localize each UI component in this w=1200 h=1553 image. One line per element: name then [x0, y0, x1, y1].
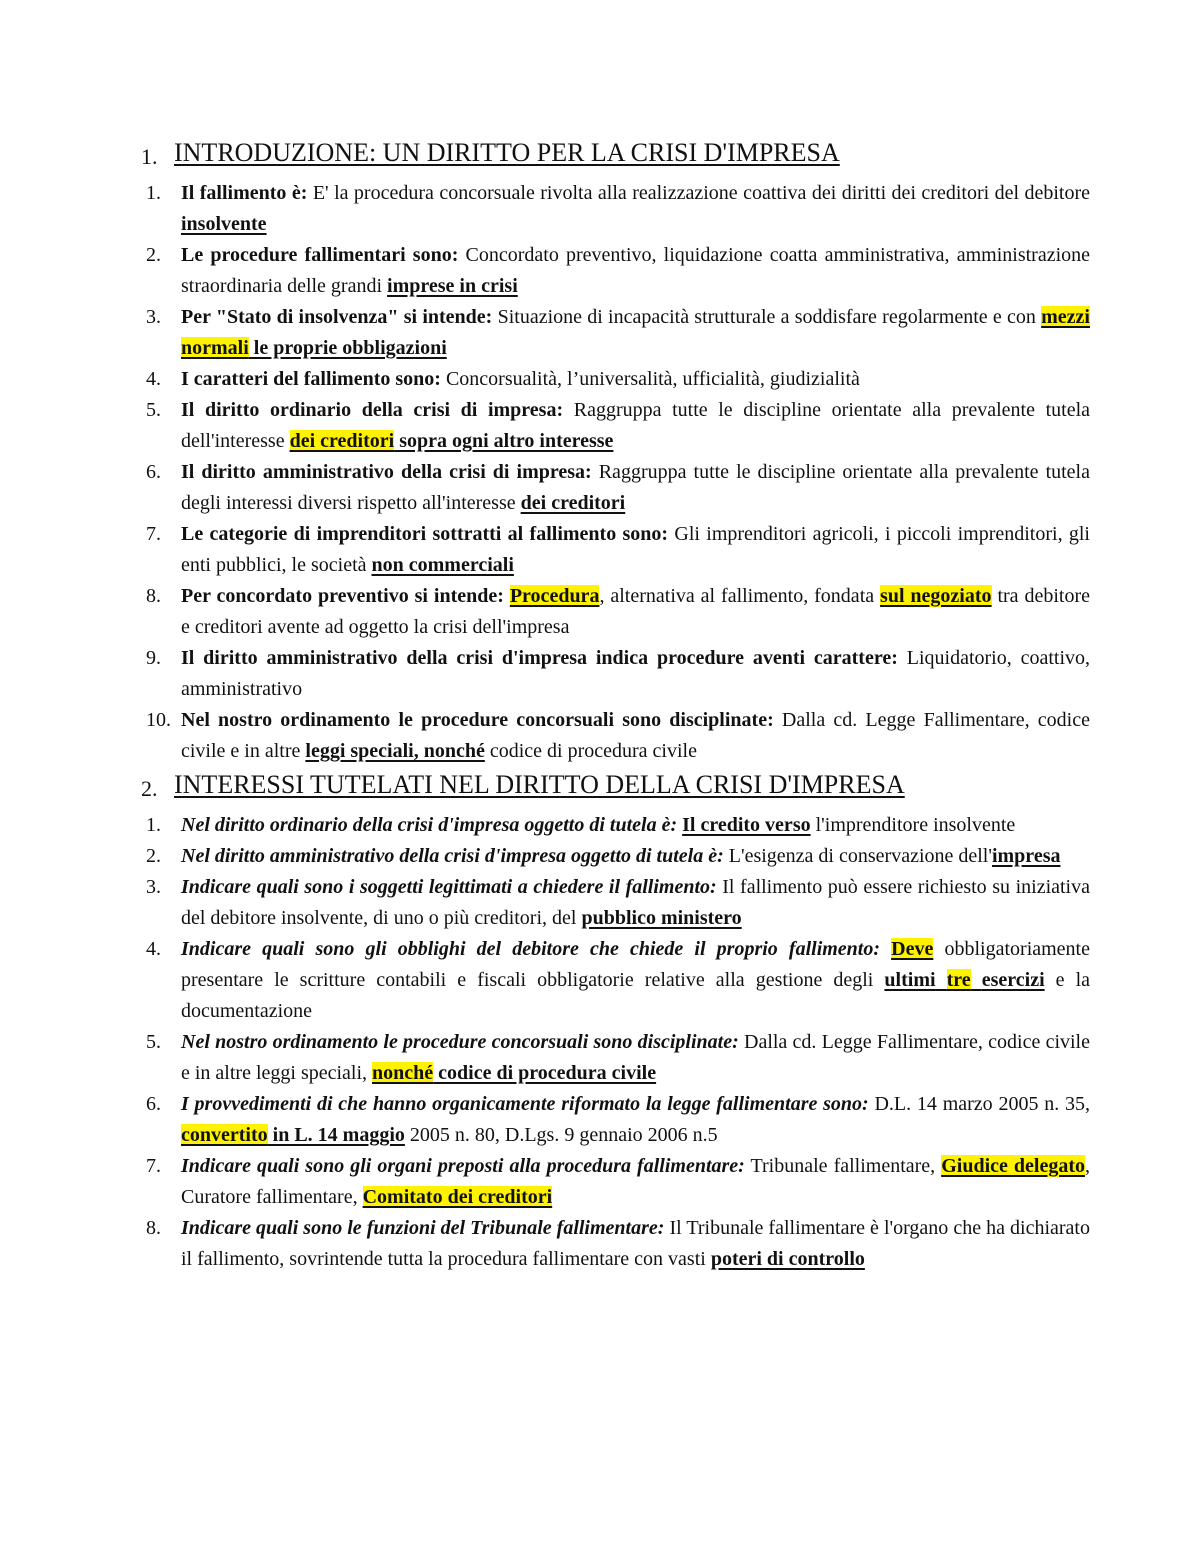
list-item	[0, 395, 1200, 457]
highlighted-keyword: convertito	[181, 1124, 268, 1146]
answer: Concordato preventivo, liquidazione coatta amministrativa, amministrazione straordinaria delle grandi	[181, 244, 1091, 297]
answer: tra debitore e creditori avente ad oggetto la crisi dell'impresa	[181, 585, 1090, 638]
answer: obbligatoriamente presentare le scritture contabili e fiscali obbligatorie relative alla gestione degli	[181, 938, 1090, 991]
answer: Il fallimento può essere richiesto su iniziativa del debitore insolvente, di uno o più creditori, del	[181, 876, 1090, 929]
item-text	[181, 872, 1090, 934]
answer: Liquidatorio, coattivo, amministrativo	[181, 647, 1090, 700]
section-heading	[0, 770, 1200, 810]
question: Il diritto amministrativo della crisi d'impresa indica procedure aventi carattere:	[181, 647, 898, 669]
keyword: insolvente	[181, 213, 267, 235]
list-item	[0, 1151, 1200, 1213]
keyword: sopra ogni altro interesse	[394, 430, 614, 452]
item-number: 6.	[146, 1093, 161, 1115]
question: Il diritto ordinario della crisi di impresa:	[181, 399, 564, 421]
item-number: 8.	[146, 585, 161, 607]
question: I caratteri del fallimento sono:	[181, 368, 441, 390]
item-text	[181, 364, 1090, 395]
item-text	[181, 519, 1090, 581]
item-text	[181, 841, 1090, 872]
answer: Raggruppa tutte le discipline orientate alla prevalente tutela degli interessi diversi rispetto all'interesse	[181, 461, 1090, 514]
question: Indicare quali sono gli organi preposti alla procedura fallimentare:	[181, 1155, 745, 1177]
answer: Concorsualità, l’universalità, ufficialità, giudizialità	[440, 368, 860, 390]
answer: e la documentazione	[181, 969, 1091, 1022]
list-item	[0, 178, 1200, 240]
list-item	[0, 519, 1200, 581]
item-text	[181, 457, 1090, 519]
item-number: 1.	[146, 182, 161, 204]
item-number: 3.	[146, 876, 161, 898]
item-number: 5.	[146, 1031, 161, 1053]
section-interessi-tutelati	[0, 770, 1200, 1275]
item-number: 9.	[146, 647, 161, 669]
item-text	[181, 934, 1090, 1027]
question: Nel diritto ordinario della crisi d'impresa oggetto di tutela è:	[181, 814, 678, 836]
answer: codice di procedura civile	[484, 740, 697, 762]
answer: Dalla cd. Legge Fallimentare, codice civile e in altre	[181, 709, 1090, 762]
keyword: leggi speciali, nonché	[305, 740, 485, 762]
item-number: 8.	[146, 1217, 161, 1239]
answer: l'imprenditore insolvente	[810, 814, 1016, 836]
item-number: 6.	[146, 461, 161, 483]
keyword: le proprie obbligazioni	[248, 337, 447, 359]
section-heading	[0, 138, 1200, 178]
keyword: esercizi	[981, 969, 1045, 991]
item-text	[181, 581, 1090, 643]
spacer	[936, 969, 947, 991]
item-text	[181, 302, 1090, 364]
list-item	[0, 705, 1200, 767]
answer: , Curatore fallimentare,	[181, 1155, 1090, 1208]
answer: Tribunale fallimentare,	[744, 1155, 942, 1177]
list-item	[0, 1213, 1200, 1275]
item-text	[181, 1027, 1090, 1089]
spacer	[971, 969, 982, 991]
question: Per concordato preventivo si intende:	[181, 585, 504, 607]
item-text	[181, 1151, 1090, 1213]
spacer	[504, 585, 510, 607]
item-number: 7.	[146, 523, 161, 545]
list-item	[0, 581, 1200, 643]
section-introduzione	[0, 138, 1200, 767]
answer: L'esigenza di conservazione dell'	[723, 845, 992, 867]
keyword: in L. 14 maggio	[267, 1124, 405, 1146]
item-text	[181, 643, 1090, 705]
highlighted-keyword: Giudice delegato	[941, 1155, 1085, 1177]
item-number: 10.	[146, 709, 171, 731]
list-item	[0, 872, 1200, 934]
keyword: codice di procedura civile	[433, 1062, 657, 1084]
item-text	[181, 1089, 1090, 1151]
section-title: INTERESSI TUTELATI NEL DIRITTO DELLA CRISI D'IMPRESA	[174, 770, 905, 799]
answer: Dalla cd. Legge Fallimentare, codice civile e in altre leggi speciali,	[181, 1031, 1090, 1084]
item-text	[181, 240, 1090, 302]
keyword: imprese in crisi	[387, 275, 518, 297]
list-item	[0, 457, 1200, 519]
item-number: 2.	[146, 845, 161, 867]
section-title: INTRODUZIONE: UN DIRITTO PER LA CRISI D'IMPRESA	[174, 138, 840, 167]
item-number: 7.	[146, 1155, 161, 1177]
section-number: 1.	[141, 144, 158, 169]
item-number: 4.	[146, 938, 161, 960]
list-item	[0, 643, 1200, 705]
question: Per "Stato di insolvenza" si intende:	[181, 306, 493, 328]
answer: Raggruppa tutte le discipline orientate alla prevalente tutela dell'interesse	[181, 399, 1091, 452]
question-list	[0, 178, 1200, 767]
keyword: Il credito verso	[682, 814, 811, 836]
highlighted-keyword: Procedura	[509, 585, 600, 607]
answer: 2005 n. 80, D.Lgs. 9 gennaio 2006 n.5	[404, 1124, 718, 1146]
answer: , alternativa al fallimento, fondata	[599, 585, 881, 607]
question: Il diritto amministrativo della crisi di impresa:	[181, 461, 592, 483]
list-item	[0, 810, 1200, 841]
highlighted-keyword: Comitato dei creditori	[362, 1186, 553, 1208]
item-number: 2.	[146, 244, 161, 266]
keyword: non commerciali	[371, 554, 514, 576]
question: Nel nostro ordinamento le procedure concorsuali sono disciplinate:	[181, 1031, 739, 1053]
item-number: 4.	[146, 368, 161, 390]
item-text	[181, 395, 1090, 457]
keyword: pubblico ministero	[581, 907, 742, 929]
question: Nel diritto amministrativo della crisi d'impresa oggetto di tutela è:	[181, 845, 724, 867]
question: Il fallimento è:	[181, 182, 308, 204]
question: Indicare quali sono gli obblighi del debitore che chiede il proprio fallimento:	[181, 938, 881, 960]
answer: Gli imprenditori agricoli, i piccoli imprenditori, gli enti pubblici, le società	[181, 523, 1090, 576]
question: Indicare quali sono i soggetti legittimati a chiedere il fallimento:	[181, 876, 717, 898]
question: Indicare quali sono le funzioni del Tribunale fallimentare:	[181, 1217, 665, 1239]
keyword: ultimi	[884, 969, 936, 991]
keyword: poteri di controllo	[710, 1248, 865, 1270]
list-item	[0, 240, 1200, 302]
list-item	[0, 1027, 1200, 1089]
question: Le categorie di imprenditori sottratti al fallimento sono:	[181, 523, 669, 545]
list-item	[0, 841, 1200, 872]
keyword: impresa	[991, 845, 1061, 867]
list-item	[0, 302, 1200, 364]
spacer	[880, 938, 891, 960]
question: Nel nostro ordinamento le procedure concorsuali sono disciplinate:	[181, 709, 774, 731]
keyword: dei creditori	[520, 492, 626, 514]
list-item	[0, 934, 1200, 1027]
item-text	[181, 178, 1090, 240]
highlighted-keyword: mezzi normali	[181, 306, 1090, 359]
highlighted-keyword: Deve	[891, 938, 934, 960]
answer: E' la procedura concorsuale rivolta alla realizzazione coattiva dei diritti dei creditori del debitore	[307, 182, 1090, 204]
highlighted-keyword: tre	[946, 969, 971, 991]
item-number: 5.	[146, 399, 161, 421]
item-text	[181, 1213, 1090, 1275]
question: I provvedimenti di che hanno organicamente riformato la legge fallimentare sono:	[181, 1093, 869, 1115]
answer: Il Tribunale fallimentare è l'organo che ha dichiarato il fallimento, sovrintende tutta la procedura fallimentare con vasti	[181, 1217, 1090, 1270]
highlighted-keyword: dei creditori	[289, 430, 395, 452]
item-text	[181, 705, 1090, 767]
question-list	[0, 810, 1200, 1275]
item-text	[181, 810, 1090, 841]
list-item	[0, 364, 1200, 395]
question: Le procedure fallimentari sono:	[181, 244, 459, 266]
answer: Situazione di incapacità strutturale a soddisfare regolarmente e con	[492, 306, 1042, 328]
section-number: 2.	[141, 776, 158, 801]
highlighted-keyword: sul negoziato	[880, 585, 992, 607]
highlighted-keyword: nonché	[372, 1062, 434, 1084]
list-item	[0, 1089, 1200, 1151]
item-number: 3.	[146, 306, 161, 328]
answer: D.L. 14 marzo 2005 n. 35,	[868, 1093, 1090, 1115]
item-number: 1.	[146, 814, 161, 836]
